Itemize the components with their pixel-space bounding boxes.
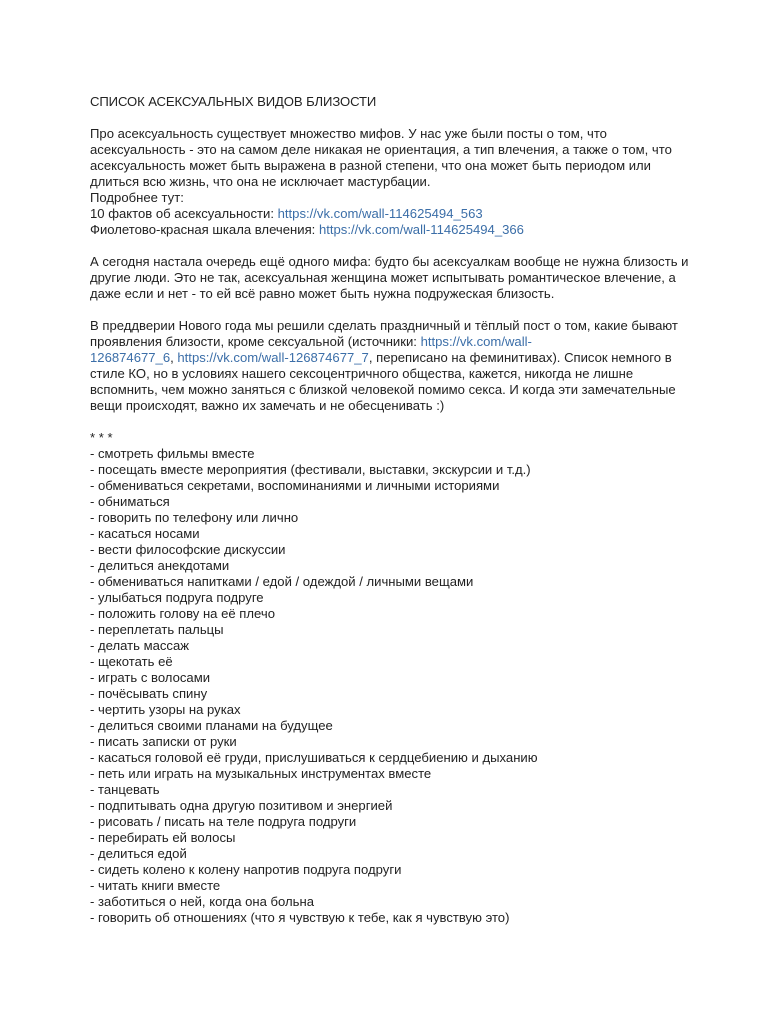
list-item: - заботиться о ней, когда она больна xyxy=(90,894,315,909)
facts-link[interactable]: https://vk.com/wall-114625494_563 xyxy=(277,206,483,221)
text-line: Подробнее тут: xyxy=(90,190,184,205)
facts-line xyxy=(90,206,680,222)
list-item: - делиться своими планами на будущее xyxy=(90,718,333,733)
spacer xyxy=(90,414,680,430)
section-separator: * * * xyxy=(90,430,113,445)
scale-line xyxy=(90,222,680,238)
list-item: - почёсывать спину xyxy=(90,686,208,701)
list-item: - играть с волосами xyxy=(90,670,211,685)
list-item: - щекотать её xyxy=(90,654,173,669)
list-item: - касаться носами xyxy=(90,526,200,541)
list-item: - рисовать / писать на теле подруга подруги xyxy=(90,814,357,829)
list-item: - переплетать пальцы xyxy=(90,622,224,637)
sources-separator: , xyxy=(170,350,178,365)
spacer xyxy=(90,238,680,254)
text-line: асексуальность - это на самом деле никакая не ориентация, а тип влечения, а также о том, что xyxy=(90,142,672,157)
source-link-1-end[interactable]: 126874677_6 xyxy=(90,350,171,365)
list-item: - улыбаться подруга подруге xyxy=(90,590,264,605)
list-item: - говорить по телефону или лично xyxy=(90,510,299,525)
source-link-2[interactable]: https://vk.com/wall-126874677_7 xyxy=(177,350,369,365)
myth-paragraph xyxy=(90,254,689,302)
text-line: даже если и нет - то ей всё равно может быть нужна подружеская близость. xyxy=(90,286,555,301)
text-line: Про асексуальность существует множество мифов. У нас уже были посты о том, что xyxy=(90,126,607,141)
list-item: - сидеть колено к колену напротив подруга подруги xyxy=(90,862,402,877)
text-line: В преддверии Нового года мы решили сделать праздничный и тёплый пост о том, какие бывают xyxy=(90,318,678,333)
newyear-paragraph xyxy=(90,318,680,414)
list-item: - посещать вместе мероприятия (фестивали, выставки, экскурсии и т.д.) xyxy=(90,462,531,477)
source-link-1-start[interactable]: https://vk.com/wall- xyxy=(420,334,532,349)
list-item: - петь или играть на музыкальных инструментах вместе xyxy=(90,766,432,781)
sources-line xyxy=(90,334,680,350)
list-item: - писать записки от руки xyxy=(90,734,237,749)
list-item: - вести философские дискуссии xyxy=(90,542,286,557)
text-line: вспомнить, чем можно заняться с близкой человекой помимо секса. И когда эти замечательные xyxy=(90,382,676,397)
list-item: - обмениваться секретами, воспоминаниями и личными историями xyxy=(90,478,500,493)
sources-text: проявления близости, кроме сексуальной (источники: xyxy=(90,334,421,349)
list-item: - чертить узоры на руках xyxy=(90,702,241,717)
facts-label: 10 фактов об асексуальности: xyxy=(90,206,278,221)
intimacy-list xyxy=(90,446,680,926)
list-item: - делиться анекдотами xyxy=(90,558,230,573)
list-item: - говорить об отношениях (что я чувствую к тебе, как я чувствую это) xyxy=(90,910,510,925)
list-item: - читать книги вместе xyxy=(90,878,221,893)
list-item: - делиться едой xyxy=(90,846,187,861)
intro-paragraph xyxy=(90,126,680,238)
page-title: СПИСОК АСЕКСУАЛЬНЫХ ВИДОВ БЛИЗОСТИ xyxy=(90,94,377,109)
scale-link[interactable]: https://vk.com/wall-114625494_366 xyxy=(318,222,524,237)
list-item: - подпитывать одна другую позитивом и энергией xyxy=(90,798,393,813)
list-item: - перебирать ей волосы xyxy=(90,830,236,845)
text-line: стиле КО, но в условиях нашего сексоцентричного общества, кажется, никогда не лишне xyxy=(90,366,634,381)
sources-line-2 xyxy=(90,350,680,366)
text-line: асексуальность может быть выражена в разной степени, что она может быть периодом или xyxy=(90,158,651,173)
text-line: длиться всю жизнь, что она не исключает мастурбации. xyxy=(90,174,431,189)
list-item: - смотреть фильмы вместе xyxy=(90,446,255,461)
list-item: - танцевать xyxy=(90,782,160,797)
spacer xyxy=(90,302,680,318)
list-item: - обмениваться напитками / едой / одеждой / личными вещами xyxy=(90,574,474,589)
text-line: А сегодня настала очередь ещё одного мифа: будто бы асексуалкам вообще не нужна близость и xyxy=(90,254,689,269)
document-page xyxy=(90,94,689,926)
list-item: - обниматься xyxy=(90,494,170,509)
scale-label: Фиолетово-красная шкала влечения: xyxy=(90,222,319,237)
text-line: вещи происходят, важно их замечать и не обесценивать :) xyxy=(90,398,445,413)
spacer xyxy=(90,110,680,126)
list-item: - касаться головой её груди, прислушиваться к сердцебиению и дыханию xyxy=(90,750,538,765)
sources-tail: , переписано на феминитивах). Список немного в xyxy=(368,350,672,365)
list-item: - делать массаж xyxy=(90,638,189,653)
list-item: - положить голову на её плечо xyxy=(90,606,275,621)
text-line: другие люди. Это не так, асексуальная женщина может испытывать романтическое влечение, а xyxy=(90,270,676,285)
